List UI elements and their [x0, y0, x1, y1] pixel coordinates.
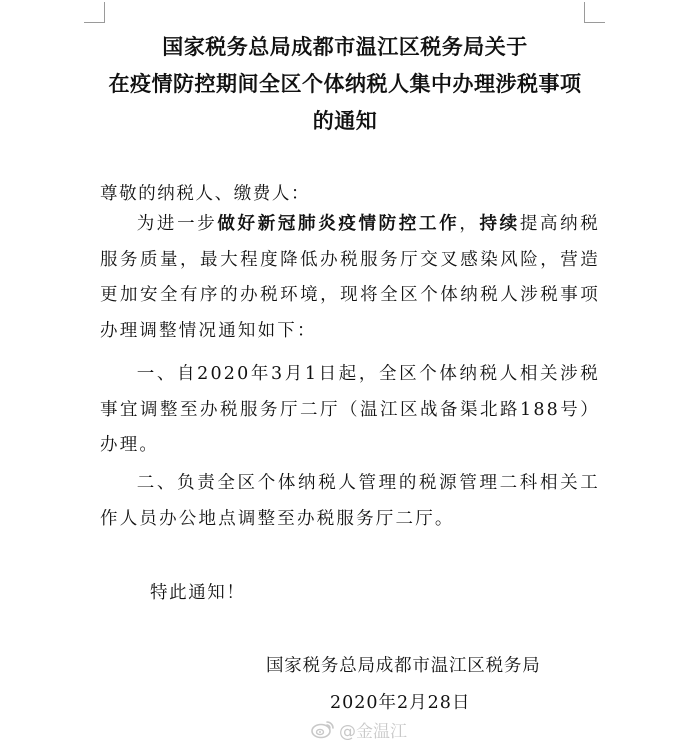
crop-mark-top-left	[84, 2, 105, 23]
intro-rest: 提高纳税服务质量，最大程度降低办税服务厅交叉感染风险，营造更加安全有序的办税环境，现将全区个体纳税人涉税事项办理调整情况通知如下：	[100, 214, 600, 341]
item-2-paragraph: 二、负责全区个体纳税人管理的税源管理二科相关工作人员办公地点调整至办税服务厅二厅。	[100, 473, 600, 529]
item-1-paragraph: 一、自2020年3月1日起，全区个体纳税人相关涉税事宜调整至办税服务厅二厅（温江区战备渠北路188号）办理。	[100, 364, 600, 455]
issue-date: 2020年2月28日	[330, 693, 471, 713]
intro-paragraph	[100, 207, 600, 349]
watermark	[311, 716, 407, 742]
weibo-icon	[311, 719, 335, 739]
salutation: 尊敬的纳税人、缴费人：	[100, 184, 311, 204]
watermark-text: @金温江	[339, 721, 407, 742]
title-line-1: 国家税务总局成都市温江区税务局关于	[162, 35, 528, 59]
issuer-signature: 国家税务总局成都市温江区税务局	[266, 656, 541, 676]
intro-emphasis-2: 持续	[479, 214, 520, 234]
title-line-2: 在疫情防控期间全区个体纳税人集中办理涉税事项	[108, 72, 582, 96]
crop-mark-top-right	[584, 2, 605, 23]
title-line-3: 的通知	[312, 109, 378, 133]
intro-emphasis-1: 做好新冠肺炎疫情防控工作	[217, 214, 460, 234]
closing-remark: 特此通知！	[150, 583, 246, 603]
intro-comma: ，	[459, 214, 480, 234]
intro-lead: 为进一步	[136, 214, 218, 234]
